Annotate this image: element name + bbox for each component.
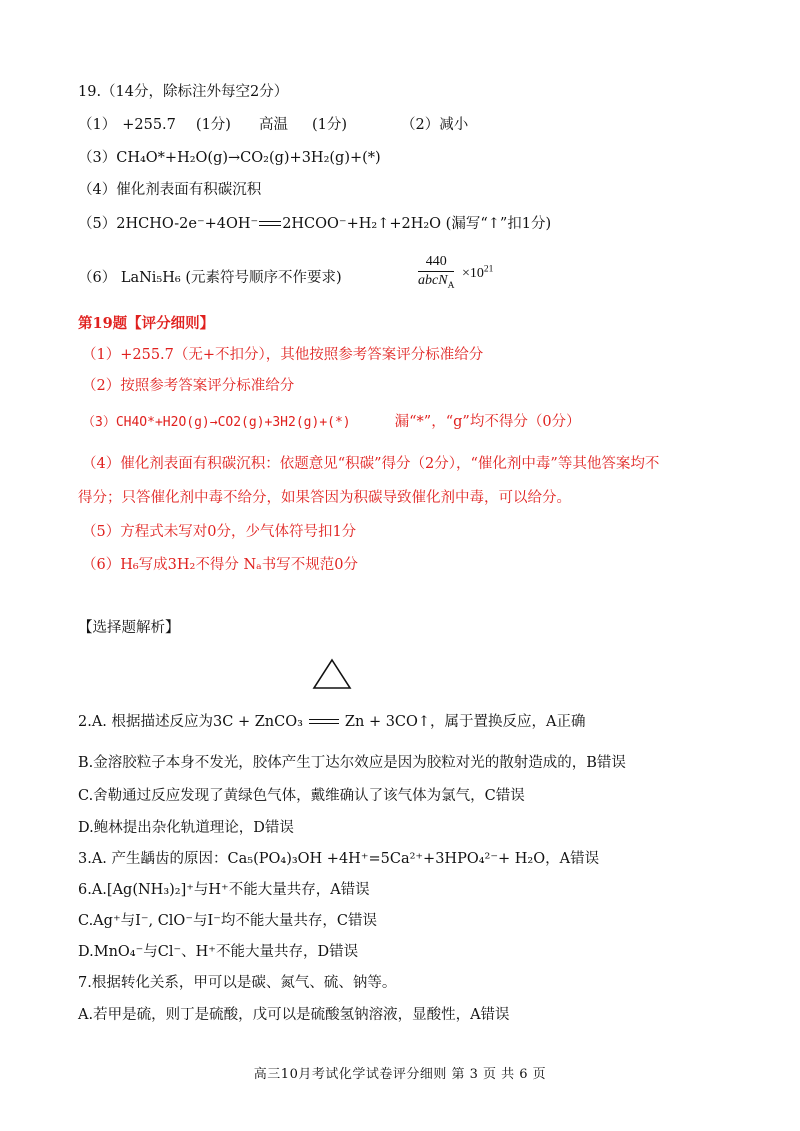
- q19-answer-3: （3）CH₄O*+H₂O(g)→CO₂(g)+3H₂(g)+(*): [78, 150, 381, 166]
- rubric-3: [82, 412, 581, 433]
- mc-q6c: C.Ag⁺与I⁻, ClO⁻与I⁻均不能大量共存，C错误: [78, 913, 377, 929]
- q19-answer-4: （4）催化剂表面有积碳沉积: [78, 182, 262, 198]
- q19-answer-6: （6） LaNi₅H₆ (元素符号顺序不作要求): [78, 270, 342, 286]
- mc-q6d: D.MnO₄⁻与Cl⁻、H⁺不能大量共存，D错误: [78, 944, 359, 960]
- mc-q7a: A.若甲是硫，则丁是硫酸，戊可以是硫酸氢钠溶液，显酸性，A错误: [78, 1007, 510, 1023]
- a1-points: (1分): [195, 117, 231, 133]
- a1-condition: 高温: [258, 117, 288, 133]
- rubric-4-line2: 得分；只答催化剂中毒不给分，如果答因为积碳导致催化剂中毒，可以给分。: [78, 490, 571, 506]
- q19-answer-1: [78, 115, 468, 135]
- condition-equals-sign: [309, 716, 339, 728]
- mc-title: 【选择题解析】: [78, 620, 180, 636]
- q19-header: 19.（14分，除标注外每空2分）: [78, 84, 289, 100]
- mc-q2b: B.金溶胶粒子本身不发光，胶体产生丁达尔效应是因为胶粒对光的散射造成的，B错误: [78, 755, 626, 771]
- a1-value: +255.7: [122, 117, 176, 133]
- q2a-right: Zn + 3CO↑，属于置换反应，A正确: [344, 714, 586, 730]
- rubric-3-note: 漏“*”，“g”均不得分（0分）: [394, 414, 581, 430]
- a6-power: $\times 10^{21}$: [462, 264, 494, 281]
- rubric-title: 第19题【评分细则】: [78, 315, 215, 332]
- a5-left: （5）2HCHO-2e⁻+4OH⁻: [78, 216, 259, 232]
- mc-q2d: D.鲍林提出杂化轨道理论，D错误: [78, 820, 294, 836]
- page-footer: 高三10月考试化学试卷评分细则 第 3 页 共 6 页: [253, 1067, 547, 1082]
- fraction-bar: [418, 271, 454, 272]
- a6-numerator: 440: [425, 254, 447, 269]
- a6-fraction: [418, 254, 454, 289]
- rubric-1: （1）+255.7（无+不扣分），其他按照参考答案评分标准给分: [82, 347, 484, 363]
- q19-answer-2: （2）减小: [401, 117, 469, 133]
- mc-q7: 7.根据转化关系，甲可以是碳、氮气、硫、钠等。: [78, 975, 397, 991]
- heating-triangle-icon: [312, 658, 352, 690]
- a1-label: （1）: [78, 117, 117, 133]
- a6-denominator: abcN$_A$: [418, 273, 455, 291]
- rubric-6: （6）H₆写成3H₂不得分 Nₐ书写不规范0分: [82, 557, 358, 573]
- rubric-4-line1: （4）催化剂表面有积碳沉积：依题意见“积碳”得分（2分），“催化剂中毒”等其他答案均不: [82, 456, 660, 472]
- rubric-2: （2）按照参考答案评分标准给分: [82, 378, 295, 394]
- a1-condition-points: (1分): [311, 117, 347, 133]
- mc-q2c: C.舍勒通过反应发现了黄绿色气体，戴维确认了该气体为氯气，C错误: [78, 788, 525, 804]
- mc-q3: 3.A. 产生龋齿的原因：Ca₅(PO₄)₃OH +4H⁺=5Ca²⁺+3HPO₄²⁻+ H₂O，A错误: [78, 851, 600, 867]
- q19-answer-5: [78, 214, 551, 234]
- a5-right: 2HCOO⁻+H₂↑+2H₂O (漏写“↑”扣1分): [282, 216, 552, 232]
- q2a-left: 2.A. 根据描述反应为3C + ZnCO₃: [78, 714, 303, 730]
- mc-q6a: 6.A.[Ag(NH₃)₂]⁺与H⁺不能大量共存，A错误: [78, 882, 370, 898]
- rubric-5: （5）方程式未写对0分，少气体符号扣1分: [82, 524, 357, 540]
- mc-q2a: [78, 712, 586, 732]
- rubric-3-equation: （3）CH4O*+H2O(g)→CO2(g)+3H2(g)+(*): [82, 415, 351, 430]
- equals-sign: [259, 219, 281, 229]
